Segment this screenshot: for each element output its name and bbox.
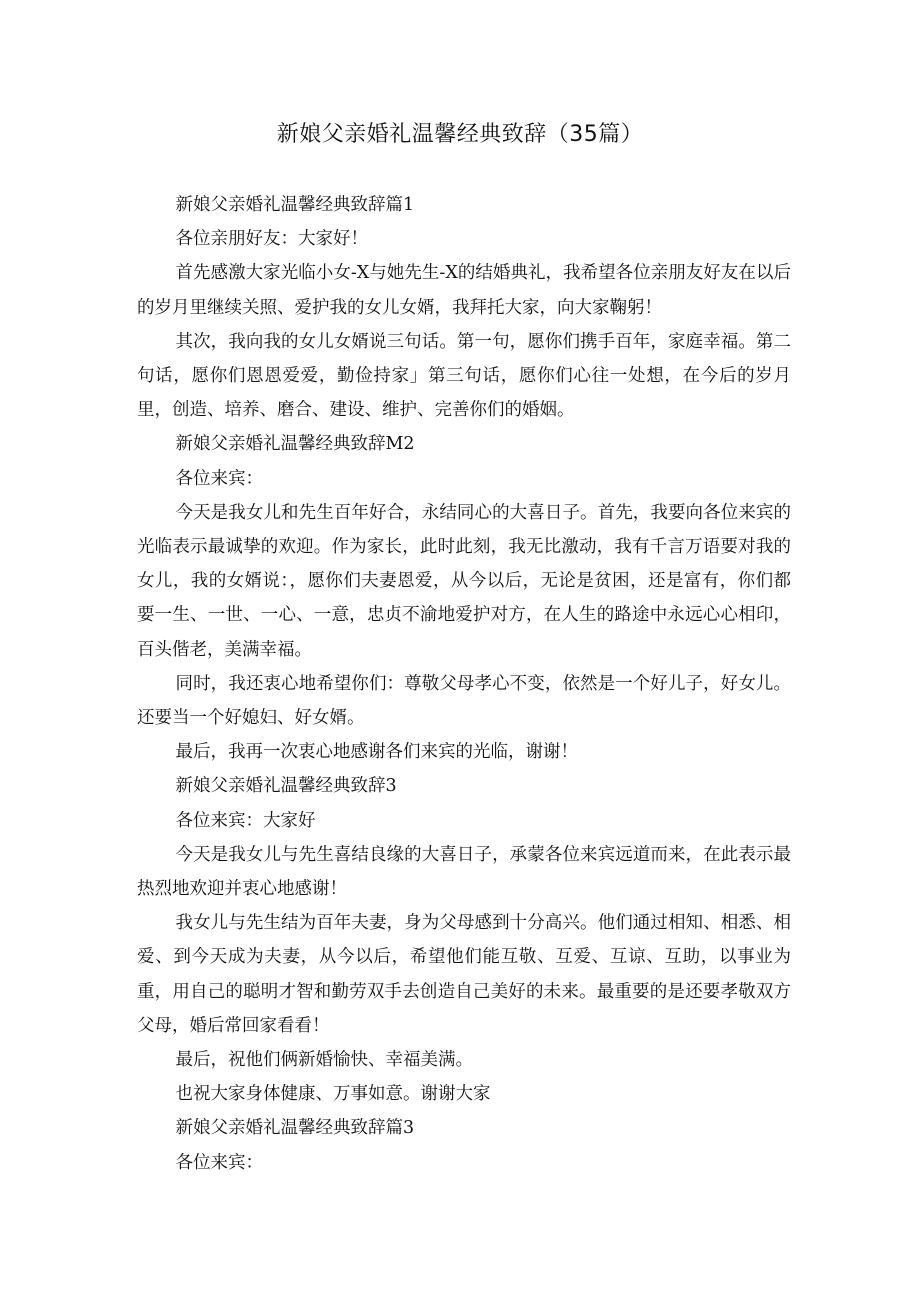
paragraph: 最后，我再一次衷心地感谢各们来宾的光临，谢谢！ <box>175 742 578 763</box>
salutation: 各位来宾：大家好 <box>175 810 316 831</box>
paragraph: 今天是我女儿和先生百年好合，永结同心的大喜日子。首先，我要向各位来宾的光临表示最诚挚的欢迎。作为家长，此时此刻，我无比激动，我有千言万语要对我的女儿，我的女婿说：，愿你们夫妻恩爱，从今以后，无论是贫困，还是富有，你们都要一生、一世、一心、一意，忠贞不渝地爱护对方，在人生的路途中永远心心相印，百头偕老，美满幸福。 <box>137 502 791 660</box>
paragraph: 也祝大家身体健康、万事如意。谢谢大家 <box>175 1084 491 1105</box>
salutation: 各位来宾： <box>175 1152 263 1173</box>
paragraph: 今天是我女儿与先生喜结良缘的大喜日子，承蒙各位来宾远道而来，在此表示最热烈地欢迎并衷心地感谢！ <box>137 844 791 900</box>
section-heading: 新娘父亲婚礼温馨经典致辞M2 <box>175 434 415 455</box>
section-heading: 新娘父亲婚礼温馨经典致辞篇1 <box>175 195 415 215</box>
document-body <box>137 188 791 1180</box>
salutation: 各位来宾： <box>175 468 263 489</box>
paragraph: 同时，我还衷心地希望你们：尊敬父母孝心不变，依然是一个好儿子，好女儿。还要当一个好媳妇、好女婿。 <box>137 673 791 729</box>
paragraph: 最后，祝他们俩新婚愉快、幸福美满。 <box>175 1050 473 1071</box>
section-heading: 新娘父亲婚礼温馨经典致辞3 <box>175 776 397 797</box>
paragraph: 其次，我向我的女儿女婿说三句话。第一句，愿你们携手百年，家庭幸福。第二句话，愿你们恩恩爱爱，勤俭持家」第三句话，愿你们心往一处想，在今后的岁月里，创造、培养、磨合、建设、维护、完善你们的婚姻。 <box>137 331 791 421</box>
paragraph: 首先感激大家光临小女-X与她先生-X的结婚典礼，我希望各位亲朋友好友在以后的岁月里继续关照、爱护我的女儿女婿，我拜托大家，向大家鞠躬！ <box>137 263 791 318</box>
paragraph: 我女儿与先生结为百年夫妻，身为父母感到十分高兴。他们通过相知、相悉、相爱、到今天成为夫妻，从今以后，希望他们能互敬、互爱、互谅、互助，以事业为重，用自己的聪明才智和勤劳双手去创造自己美好的未来。最重要的是还要孝敬双方父母，婚后常回家看看！ <box>137 913 791 1036</box>
document-title: 新娘父亲婚礼温馨经典致辞（35篇） <box>276 122 644 147</box>
salutation: 各位亲朋好友：大家好！ <box>175 229 368 250</box>
section-heading: 新娘父亲婚礼温馨经典致辞篇3 <box>175 1118 415 1139</box>
